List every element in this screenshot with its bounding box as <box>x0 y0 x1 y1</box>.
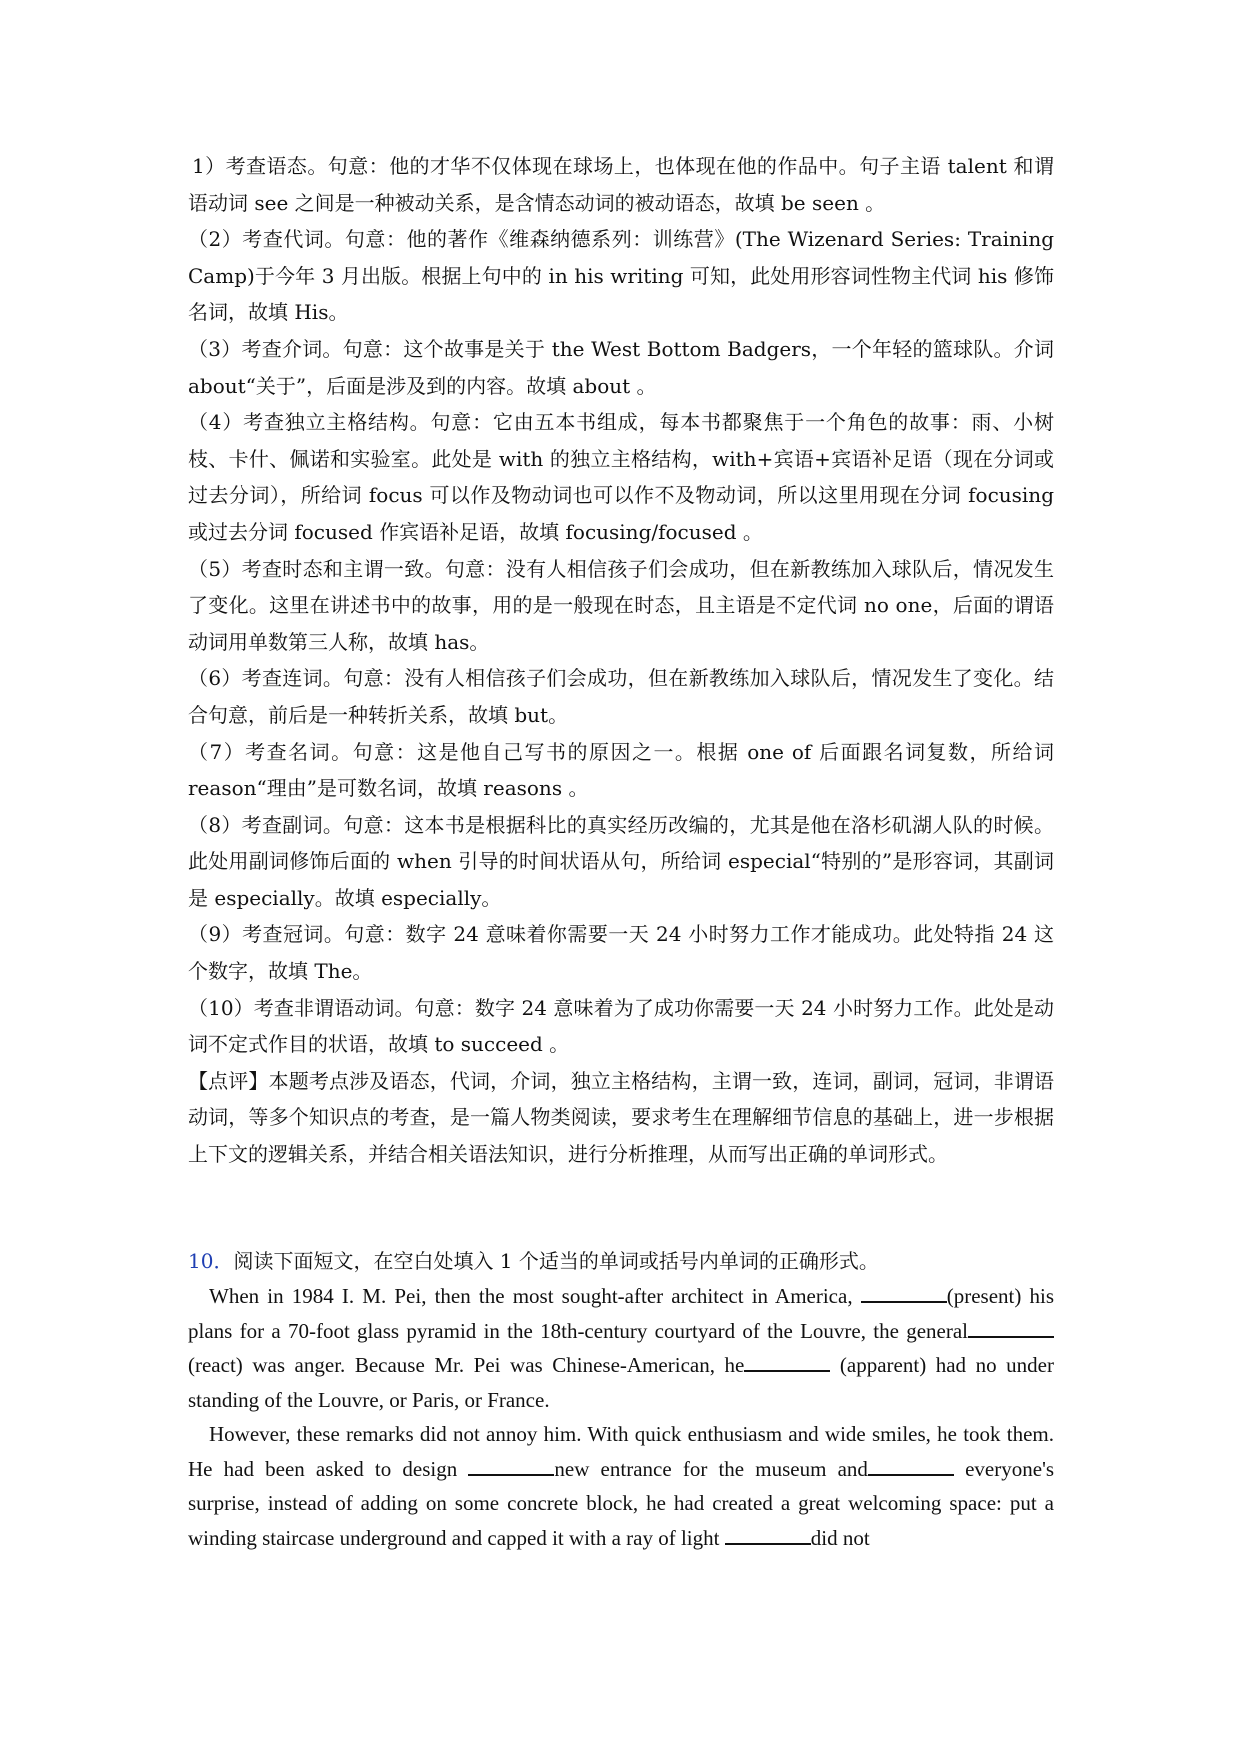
explanation-9: （9）考查冠词。句意：数字 24 意味着你需要一天 24 小时努力工作才能成功。此处特指 24 这个数字，故填 The。 <box>188 922 1054 984</box>
explanation-2: （2）考查代词。句意：他的著作《维森纳德系列：训练营》(The Wizenard Series: Training Camp)于今年 3 月出版。根据上句中的 in his writing 可知，此处用形容词性物主代词 his 修饰名词，故填 His。 <box>188 227 1054 325</box>
explanation-6: （6）考查连词。句意：没有人相信孩子们会成功，但在新教练加入球队后，情况发生了变化。结合句意，前后是一种转折关系，故填 but。 <box>188 666 1054 727</box>
explanation-7: （7）考查名词。句意：这是他自己写书的原因之一。根据 one of 后面跟名词复数，所给词 reason“理由”是可数名词，故填 reasons 。 <box>188 739 1054 801</box>
blank-6[interactable] <box>725 1525 811 1545</box>
passage-text: new entrance for the museum and <box>554 1456 868 1481</box>
passage-text: (present) his plans for a 70-foot glass pyramid in the 18th-century courtyard of the Louvre, the general <box>188 1284 1055 1343</box>
passage-text: did not <box>810 1525 870 1550</box>
question-instruction: 阅读下面短文，在空白处填入 1 个适当的单词或括号内单词的正确形式。 <box>233 1248 879 1273</box>
blank-4[interactable] <box>468 1456 554 1476</box>
explanation-5: （5）考查时态和主谓一致。句意：没有人相信孩子们会成功，但在新教练加入球队后，情况发生了变化。这里在讲述书中的故事，用的是一般现在时态，且主语是不定代词 no one，后面的谓语动词用单数第三人称，故填 has。 <box>188 556 1054 654</box>
passage-paragraph-1 <box>188 1279 1054 1417</box>
explanation-3: （3）考查介词。句意：这个故事是关于 the West Bottom Badgers，一个年轻的篮球队。介词 about“关于”，后面是涉及到的内容。故填 about 。 <box>188 336 1054 398</box>
blank-1[interactable] <box>861 1283 947 1303</box>
passage <box>188 1279 1054 1555</box>
comment-paragraph: 【点评】本题考点涉及语态，代词，介词，独立主格结构，主谓一致，连词，副词，冠词，非谓语动词，等多个知识点的考查，是一篇人物类阅读，要求考生在理解细节信息的基础上，进一步根据上下文的逻辑关系，并结合相关语法知识，进行分析推理，从而写出正确的单词形式。 <box>188 1068 1054 1167</box>
passage-text: (apparent) had no under standing of the Louvre, or Paris, or France. <box>188 1353 1054 1412</box>
question-number: 10． <box>188 1248 234 1273</box>
passage-text: When in 1984 I. M. Pei, then the most sought-after architect in America, <box>209 1284 853 1309</box>
passage-text: However, these remarks did not annoy him. With quick enthusiasm and wide smiles, he took them. He had been asked to design <box>188 1422 1054 1481</box>
section-gap <box>188 1173 1054 1243</box>
explanation-8: （8）考查副词。句意：这本书是根据科比的真实经历改编的，尤其是他在洛杉矶湖人队的时候。此处用副词修饰后面的 when 引导的时间状语从句，所给词 especial“特别的”是形容词，其副词是 especially。故填 especially。 <box>188 812 1054 910</box>
passage-paragraph-2 <box>188 1417 1054 1555</box>
passage-text: everyone's surprise, instead of adding on some concrete block, he had created a great welcoming space: put a winding staircase underground and capped it with a ray of light <box>188 1456 1055 1550</box>
explanation-4: （4）考查独立主格结构。句意：它由五本书组成，每本书都聚焦于一个角色的故事：雨、小树枝、卡什、佩诺和实验室。此处是 with 的独立主格结构，with+宾语+宾语补足语（现在分词或过去分词），所给词 focus 可以作及物动词也可以作不及物动词，所以这里用现在分词 focusing 或过去分词 focused 作宾语补足语，故填 focusing/focused 。 <box>188 410 1054 544</box>
blank-3[interactable] <box>744 1352 830 1372</box>
blank-2[interactable] <box>968 1318 1054 1338</box>
explanation-1: 1）考查语态。句意：他的才华不仅体现在球场上，也体现在他的作品中。句子主语 talent 和谓语动词 see 之间是一种被动关系，是含情态动词的被动语态，故填 be seen 。 <box>188 154 1054 215</box>
question-heading <box>188 1243 1054 1280</box>
explanation-10: （10）考查非谓语动词。句意：数字 24 意味着为了成功你需要一天 24 小时努力工作。此处是动词不定式作目的状语，故填 to succeed 。 <box>188 995 1054 1057</box>
document-content <box>188 148 1054 1555</box>
blank-5[interactable] <box>868 1456 954 1476</box>
passage-text: (react) was anger. Because Mr. Pei was Chinese-American, he <box>188 1353 745 1378</box>
